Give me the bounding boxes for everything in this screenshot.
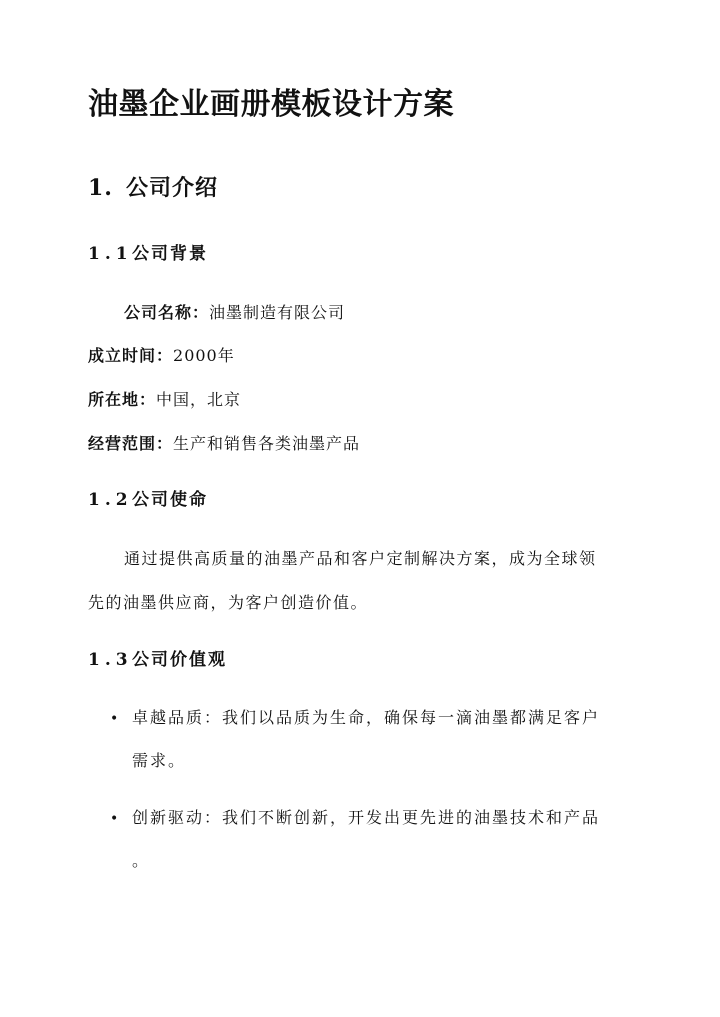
scope-value: 生产和销售各类油墨产品: [173, 434, 361, 453]
value-bullet-1-line-1: 卓越品质：我们以品质为生命，确保每一滴油墨都满足客户: [132, 708, 601, 727]
subsection-title: 公司背景: [132, 244, 208, 264]
bullet-marker: •: [110, 711, 119, 727]
scope-label: 经营范围：: [88, 434, 174, 453]
location-line: [88, 392, 241, 408]
scope-line: [88, 436, 360, 452]
subsection-number: 1.3: [88, 650, 133, 670]
section-number: 1.: [88, 175, 113, 201]
subsection-heading-1-2: [88, 492, 208, 509]
company-name-value: 油墨制造有限公司: [209, 303, 346, 322]
subsection-heading-1-3: [88, 652, 227, 669]
subsection-number: 1.1: [88, 244, 133, 264]
bullet-marker: •: [110, 811, 119, 827]
founded-line: [88, 348, 235, 364]
subsection-title: 公司使命: [132, 490, 208, 510]
section-title: 公司介绍: [126, 175, 219, 201]
value-bullet-2-line-2: 。: [132, 851, 151, 870]
value-bullet-1-line-2: 需求。: [132, 751, 187, 770]
company-name-label: 公司名称：: [124, 303, 210, 322]
company-name-line: [124, 305, 345, 321]
section-heading-1: [88, 177, 218, 199]
founded-label: 成立时间：: [88, 346, 174, 365]
document-title: 油墨企业画册模板设计方案: [88, 87, 454, 122]
mission-paragraph-line-2: 先的油墨供应商，为客户创造价值。: [88, 593, 369, 612]
value-bullet-2-line-1: 创新驱动：我们不断创新，开发出更先进的油墨技术和产品: [132, 808, 601, 827]
subsection-number: 1.2: [88, 490, 133, 510]
location-value: 中国，北京: [156, 390, 242, 409]
mission-paragraph-line-1: 通过提供高质量的油墨产品和客户定制解决方案，成为全球领: [124, 549, 597, 568]
founded-value: 2000年: [173, 346, 235, 365]
subsection-heading-1-1: [88, 246, 208, 263]
location-label: 所在地：: [88, 390, 157, 409]
subsection-title: 公司价值观: [132, 650, 227, 670]
